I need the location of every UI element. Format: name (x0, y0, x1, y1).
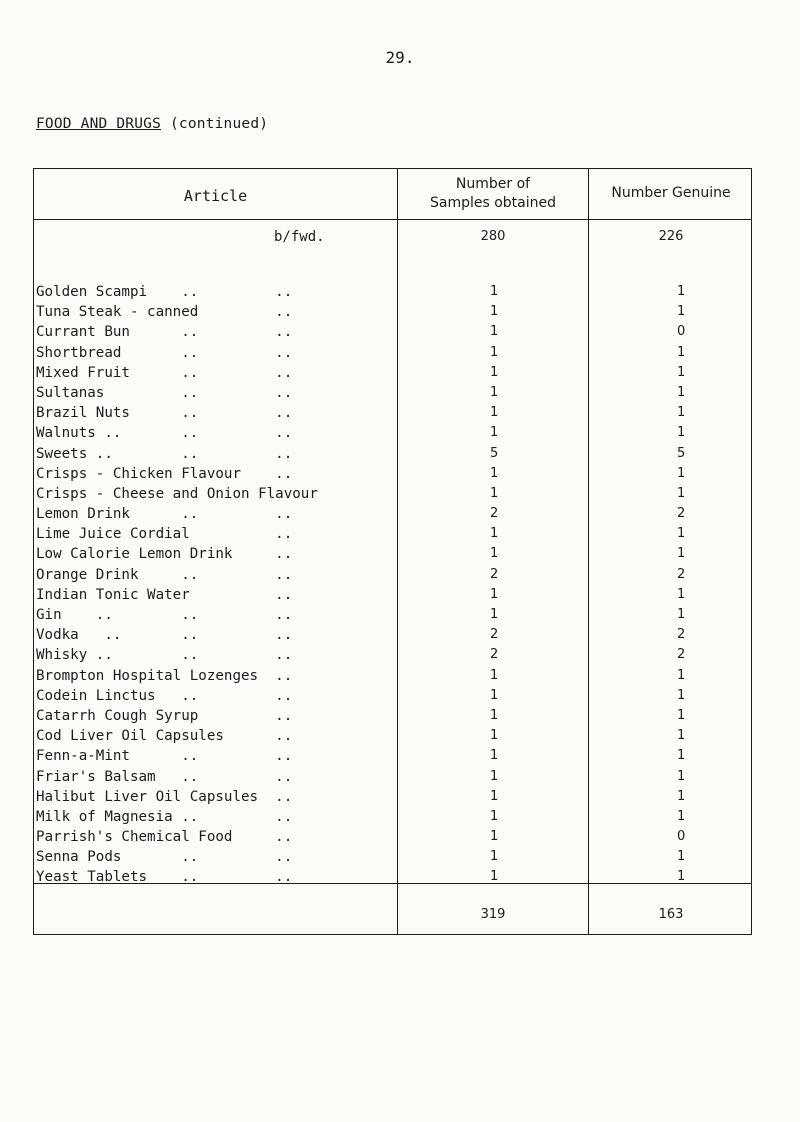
genuine-cell: 5 (677, 445, 686, 461)
genuine-cell: 1 (677, 808, 686, 824)
article-cell: Cod Liver Oil Capsules .. (36, 728, 293, 745)
genuine-cell: 1 (677, 465, 686, 481)
genuine-cell: 0 (677, 829, 686, 845)
article-cell: Sultanas .. .. (36, 384, 293, 401)
table-row (34, 446, 751, 466)
article-cell: Walnuts .. .. .. (36, 425, 293, 442)
table-row (34, 284, 751, 304)
table-row (34, 789, 751, 809)
samples-cell: 1 (490, 687, 499, 703)
article-cell: Tuna Steak - canned .. (36, 304, 293, 321)
genuine-cell: 1 (677, 344, 686, 360)
samples-cell: 2 (490, 506, 499, 522)
total-genuine: 163 (658, 907, 684, 922)
table-row (34, 425, 751, 445)
genuine-cell: 1 (677, 607, 686, 622)
samples-cell: 1 (490, 324, 499, 340)
genuine-cell: 1 (677, 788, 686, 804)
article-cell: Senna Pods .. .. (36, 849, 293, 866)
table-row (34, 668, 751, 688)
genuine-cell: 1 (677, 546, 686, 562)
table-row (34, 385, 751, 405)
genuine-cell: 1 (677, 425, 686, 441)
genuine-cell: 1 (677, 687, 686, 703)
genuine-cell: 1 (677, 526, 686, 542)
section-title-main: FOOD AND DRUGS (36, 116, 162, 132)
samples-cell: 1 (490, 344, 499, 360)
brought-forward-samples: 280 (480, 229, 506, 244)
article-cell: Currant Bun .. .. (36, 324, 293, 341)
header-samples-line2: Samples obtained (429, 195, 557, 211)
article-cell: Vodka .. .. .. (36, 627, 293, 644)
samples-cell: 1 (490, 425, 499, 441)
article-cell: Codein Linctus .. .. (36, 687, 293, 704)
genuine-cell: 2 (677, 566, 686, 582)
table-row (34, 324, 751, 344)
genuine-cell: 1 (677, 586, 686, 602)
samples-cell: 2 (490, 647, 499, 663)
samples-cell: 1 (490, 546, 499, 562)
article-cell: Whisky .. .. .. (36, 647, 293, 664)
genuine-cell: 1 (677, 364, 686, 380)
samples-cell: 2 (490, 627, 499, 643)
table-row (34, 849, 751, 869)
table-row (34, 587, 751, 607)
header-samples (398, 175, 588, 213)
genuine-cell: 1 (677, 768, 686, 784)
article-cell: Parrish's Chemical Food .. (36, 829, 293, 846)
brought-forward-genuine: 226 (658, 229, 684, 244)
genuine-cell: 1 (677, 405, 686, 421)
article-cell: Lime Juice Cordial .. (36, 526, 293, 543)
table-row (34, 748, 751, 768)
article-cell: Yeast Tablets .. .. (36, 869, 293, 886)
article-cell: Fenn-a-Mint .. .. (36, 748, 293, 765)
article-cell: Milk of Magnesia .. .. (36, 808, 293, 825)
table-row (34, 466, 751, 486)
genuine-cell: 1 (677, 284, 686, 299)
samples-cell: 1 (490, 304, 499, 320)
header-divider (34, 219, 751, 220)
article-cell: Indian Tonic Water .. (36, 586, 293, 603)
table-row (34, 869, 751, 889)
genuine-cell: 1 (677, 728, 686, 744)
samples-cell: 1 (490, 788, 499, 804)
table-row (34, 708, 751, 728)
header-samples-line1: Number of (455, 176, 531, 192)
samples-cell: 2 (490, 566, 499, 582)
genuine-cell: 1 (677, 869, 686, 885)
table-rows (34, 284, 751, 890)
table-row (34, 526, 751, 546)
article-cell: Low Calorie Lemon Drink .. (36, 546, 293, 563)
table-row (34, 506, 751, 526)
samples-cell: 1 (490, 849, 499, 865)
article-cell: Crisps - Chicken Flavour .. (36, 465, 293, 482)
genuine-cell: 1 (677, 384, 686, 400)
section-title (36, 116, 268, 132)
table-row (34, 688, 751, 708)
samples-cell: 1 (490, 869, 499, 885)
article-cell: Shortbread .. .. (36, 344, 293, 361)
table-row (34, 546, 751, 566)
article-cell: Mixed Fruit .. .. (36, 364, 293, 381)
samples-cell: 1 (490, 405, 499, 421)
article-cell: Gin .. .. .. (36, 607, 293, 623)
genuine-cell: 1 (677, 485, 686, 501)
header-article: Article (183, 187, 248, 205)
genuine-cell: 1 (677, 707, 686, 723)
article-cell: Catarrh Cough Syrup .. (36, 707, 293, 724)
table-row (34, 486, 751, 506)
section-title-suffix: (continued) (161, 116, 269, 132)
total-samples: 319 (480, 907, 506, 922)
samples-cell: 1 (490, 526, 499, 542)
genuine-cell: 2 (677, 647, 686, 663)
genuine-cell: 1 (677, 849, 686, 865)
samples-cell: 1 (490, 284, 499, 299)
table-row (34, 627, 751, 647)
samples-cell: 1 (490, 748, 499, 764)
genuine-cell: 1 (677, 667, 686, 683)
table-row (34, 607, 751, 627)
samples-cell: 1 (490, 728, 499, 744)
samples-cell: 1 (490, 667, 499, 683)
samples-cell: 1 (490, 465, 499, 481)
table-row (34, 304, 751, 324)
page-number: 29. (385, 48, 415, 67)
article-cell: Lemon Drink .. .. (36, 506, 293, 523)
table-row (34, 345, 751, 365)
table-row (34, 809, 751, 829)
genuine-cell: 1 (677, 748, 686, 764)
article-cell: Halibut Liver Oil Capsules .. (36, 788, 293, 805)
samples-cell: 1 (490, 607, 499, 622)
article-cell: Crisps - Cheese and Onion Flavour (36, 485, 318, 502)
samples-cell: 5 (490, 445, 499, 461)
brought-forward-label: b/fwd. (274, 229, 325, 245)
table-row (34, 769, 751, 789)
table-row (34, 405, 751, 425)
article-cell: Brompton Hospital Lozenges .. (36, 667, 293, 684)
food-drugs-table (33, 168, 752, 935)
table-row (34, 567, 751, 587)
table-row (34, 647, 751, 667)
genuine-cell: 1 (677, 304, 686, 320)
table-row (34, 829, 751, 849)
samples-cell: 1 (490, 707, 499, 723)
genuine-cell: 2 (677, 506, 686, 522)
article-cell: Golden Scampi .. .. (36, 284, 293, 300)
article-cell: Brazil Nuts .. .. (36, 405, 293, 422)
article-cell: Orange Drink .. .. (36, 566, 293, 583)
samples-cell: 1 (490, 768, 499, 784)
table-row (34, 728, 751, 748)
table-row (34, 365, 751, 385)
samples-cell: 1 (490, 485, 499, 501)
samples-cell: 1 (490, 829, 499, 845)
samples-cell: 1 (490, 364, 499, 380)
genuine-cell: 2 (677, 627, 686, 643)
samples-cell: 1 (490, 586, 499, 602)
header-genuine: Number Genuine (611, 185, 731, 201)
samples-cell: 1 (490, 808, 499, 824)
samples-cell: 1 (490, 384, 499, 400)
genuine-cell: 0 (677, 324, 686, 340)
article-cell: Sweets .. .. .. (36, 445, 293, 462)
article-cell: Friar's Balsam .. .. (36, 768, 293, 785)
